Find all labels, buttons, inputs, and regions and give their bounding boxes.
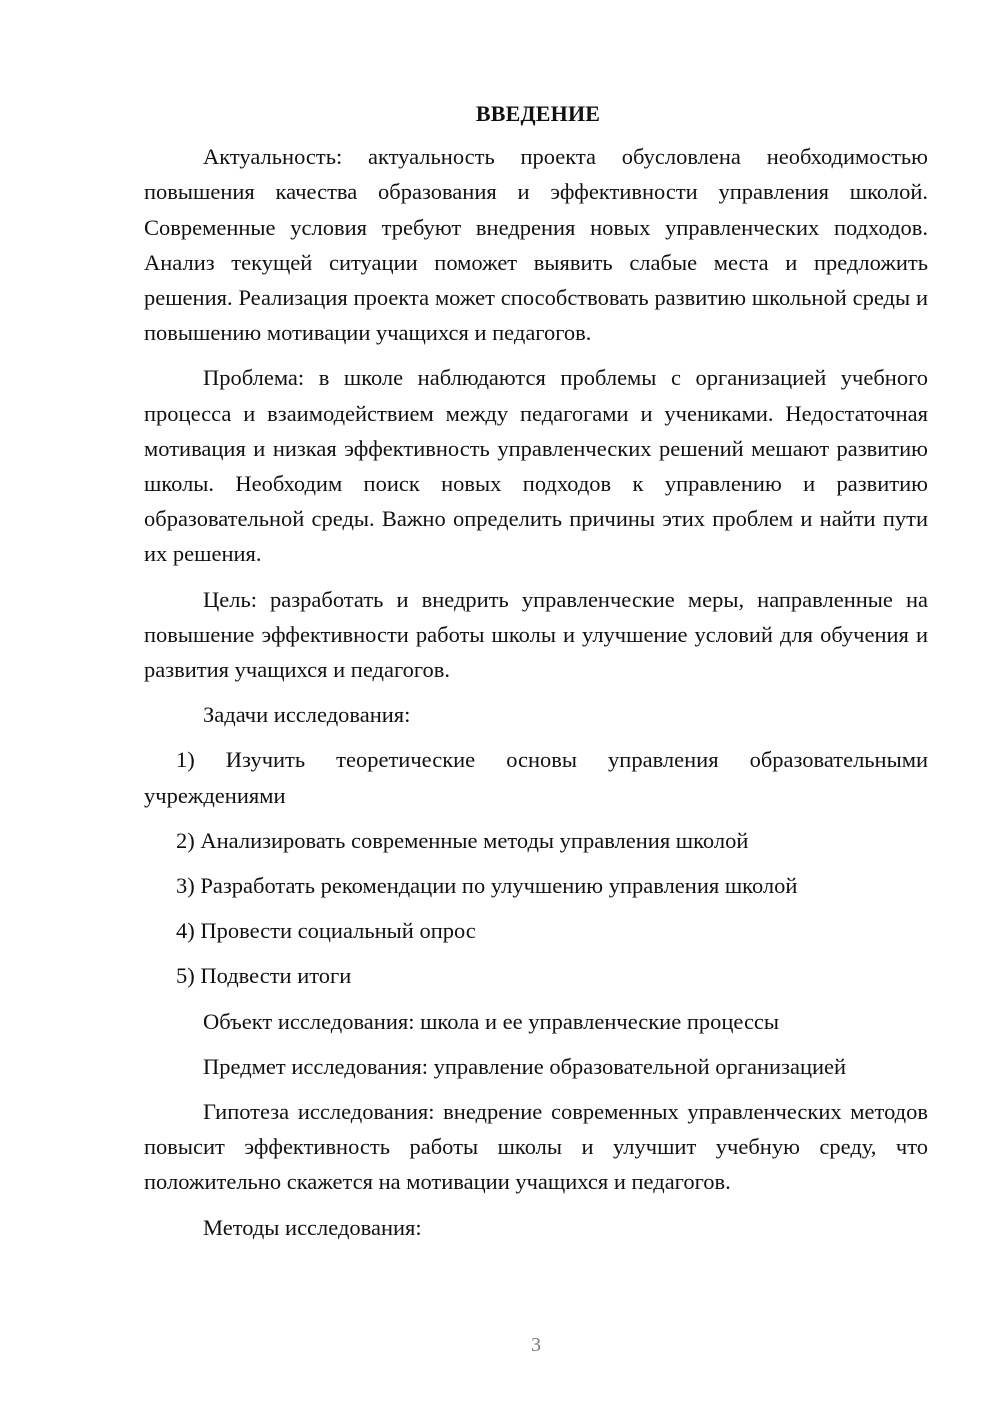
- tasks-list: [144, 742, 928, 993]
- list-item: 3) Разработать рекомендации по улучшению управления школой: [176, 873, 798, 899]
- paragraph-tasks-title: Задачи исследования:: [203, 702, 411, 728]
- list-item: 5) Подвести итоги: [176, 963, 352, 989]
- list-item: 2) Анализировать современные методы управления школой: [176, 827, 749, 853]
- list-item: 1) Изучить теоретические основы управления образовательными учреждениями: [144, 747, 928, 808]
- paragraph-object: Объект исследования: школа и ее управленческие процессы: [203, 1008, 780, 1034]
- section-heading: ВВЕДЕНИЕ: [475, 101, 601, 126]
- paragraph-relevance: Актуальность: актуальность проекта обусловлена необходимостью повышения качества образования и эффективности управления школой. Современные условия требуют внедрения новых управленческих подходов. Анализ текущей ситуации поможет выявить слабые места и предложить решения. Реализация проекта может способствовать развитию школьной среды и повышению мотивации учащихся и педагогов.: [144, 144, 928, 346]
- list-item: 4) Провести социальный опрос: [176, 918, 476, 944]
- paragraph-goal: Цель: разработать и внедрить управленческие меры, направленные на повышение эффективности работы школы и улучшение условий для обучения и развития учащихся и педагогов.: [144, 586, 928, 683]
- paragraph-subject: Предмет исследования: управление образовательной организацией: [203, 1053, 847, 1079]
- paragraph-problem: Проблема: в школе наблюдаются проблемы с организацией учебного процесса и взаимодействием между педагогами и учениками. Недостаточная мотивация и низкая эффективность управленческих решений мешают развитию школы. Необходим поиск новых подходов к управлению и развитию образовательной среды. Важно определить причины этих проблем и найти пути их решения.: [144, 365, 928, 567]
- paragraph-hypothesis: Гипотеза исследования: внедрение современных управленческих методов повысит эффективность работы школы и улучшит учебную среду, что положительно скажется на мотивации учащихся и педагогов.: [144, 1099, 928, 1195]
- paragraph-methods-title: Методы исследования:: [203, 1214, 422, 1240]
- page-content: [144, 96, 928, 1255]
- page-number: 3: [531, 1334, 541, 1356]
